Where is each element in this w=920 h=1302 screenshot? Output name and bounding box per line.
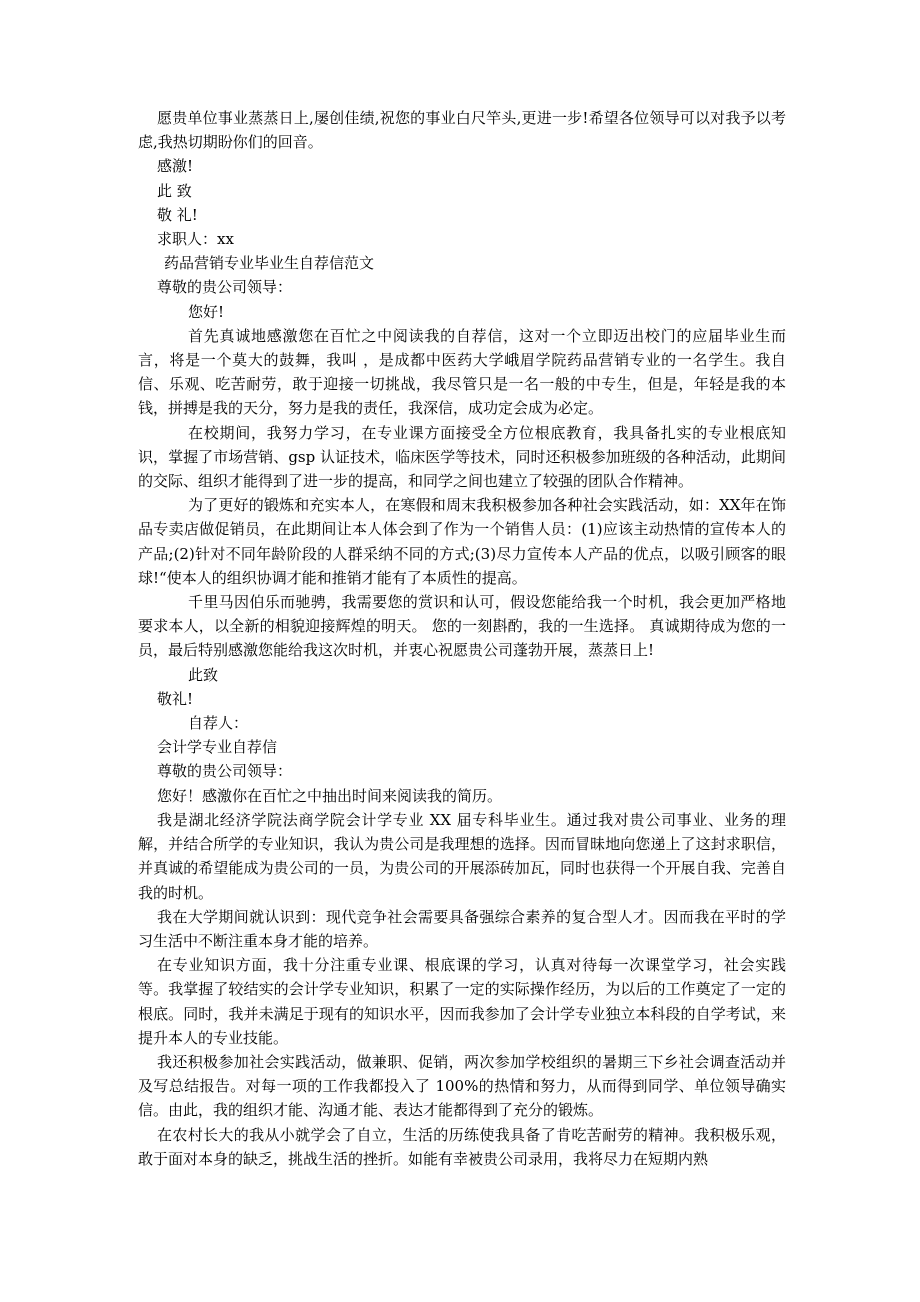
letter2-salutation: 尊敬的贵公司领导：	[157, 278, 293, 297]
letter2-paragraph-2: 在校期间，我努力学习，在专业课方面接受全方位根底教育，我具备扎实的专业根底知识，掌握了市场营销、gsp 认证技术，临床医学等技术，同时还积极参加班级的各种活动，此期间的交际、组织才能得到了进一步的提高，和同学之间也建立了较强的团队合作精神。	[138, 423, 786, 491]
letter2-ci-zhi: 此致	[188, 665, 219, 684]
applicant-line: 求职人：xx	[157, 230, 234, 249]
letter2-greeting: 您好!	[188, 302, 225, 321]
ci-zhi-line: 此 致	[157, 181, 192, 200]
letter3-title: 会计学专业自荐信	[157, 738, 278, 757]
jing-li-line: 敬 礼!	[157, 205, 198, 224]
letter3-paragraph-4: 我还积极参加社会实践活动，做兼职、促销，两次参加学校组织的暑期三下乡社会调查活动并及写总结报告。对每一项的工作我都投入了 100%的热情和努力，从而得到同学、单位领导确实信。由此，我的组织才能、沟通才能、表达才能都得到了充分的锻炼。	[138, 1052, 786, 1120]
letter2-paragraph-3: 为了更好的锻炼和充实本人，在寒假和周末我积极参加各种社会实践活动，如：XX年在饰品专卖店做促销员，在此期间让本人体会到了作为一个销售人员：(1)应该主动热情的宣传本人的产品;(2)针对不同年龄阶段的人群采纳不同的方式;(3)尽力宣传本人产品的优点，以吸引顾客的眼球!“使本人的组织协调才能和推销才能有了本质性的提高。	[138, 496, 786, 587]
letter2-jing-li: 敬礼!	[157, 689, 194, 708]
letter2-signer: 自荐人：	[188, 714, 249, 733]
letter2-paragraph-1: 首先真诚地感激您在百忙之中阅读我的自荐信，这对一个立即迈出校门的应届毕业生而言，将是一个莫大的鼓舞，我叫 ，是成都中医药大学峨眉学院药品营销专业的一名学生。我自信、乐观、吃苦耐劳，敢于迎接一切挑战，我尽管只是一名一般的中专生，但是，年轻是我的本钱，拼搏是我的天分，努力是我的责任，我深信，成功定会成为必定。	[138, 326, 786, 418]
document-page	[138, 106, 786, 1171]
thanks-line: 感激!	[157, 157, 194, 176]
letter3-paragraph-1: 我是湖北经济学院法商学院会计学专业 XX 届专科毕业生。通过我对贵公司事业、业务的理解，并结合所学的专业知识，我认为贵公司是我理想的选择。因而冒昧地向您递上了这封求职信，并真诚的希望能成为贵公司的一员，为贵公司的开展添砖加瓦，同时也获得一个开展自我、完善自我的时机。	[138, 810, 786, 902]
letter2-title: 药品营销专业毕业生自荐信范文	[164, 254, 375, 273]
letter3-paragraph-2: 我在大学期间就认识到：现代竞争社会需要具备强综合素养的复合型人才。因而我在平时的学习生活中不断注重本身才能的培养。	[138, 907, 786, 950]
letter3-greeting: 您好！感激你在百忙之中抽出时间来阅读我的简历。	[157, 786, 503, 805]
letter3-paragraph-3: 在专业知识方面，我十分注重专业课、根底课的学习，认真对待每一次课堂学习，社会实践等。我掌握了较结实的会计学专业知识，积累了一定的实际操作经历，为以后的工作奠定了一定的根底。同时，我并未满足于现有的知识水平，因而我参加了会计学专业独立本科段的自学考试，来提升本人的专业技能。	[138, 956, 786, 1047]
letter2-paragraph-4: 千里马因伯乐而驰骋，我需要您的赏识和认可，假设您能给我一个时机，我会更加严格地要求本人，以全新的相貌迎接辉煌的明天。 您的一刻斟酌，我的一生选择。 真诚期待成为您的一员，最后特别感激您能给我这次时机，并衷心祝愿贵公司蓬勃开展，蒸蒸日上!	[138, 593, 786, 660]
letter3-salutation: 尊敬的贵公司领导：	[157, 762, 293, 781]
closing-paragraph: 愿贵单位事业蒸蒸日上,屡创佳绩,祝您的事业白尺竿头,更进一步!希望各位领导可以对我予以考虑,我热切期盼你们的回音。	[138, 109, 786, 152]
letter3-paragraph-5: 在农村长大的我从小就学会了自立，生活的历练使我具备了肯吃苦耐劳的精神。我积极乐观，敢于面对本身的缺乏，挑战生活的挫折。如能有幸被贵公司录用，我将尽力在短期内熟	[138, 1125, 786, 1168]
